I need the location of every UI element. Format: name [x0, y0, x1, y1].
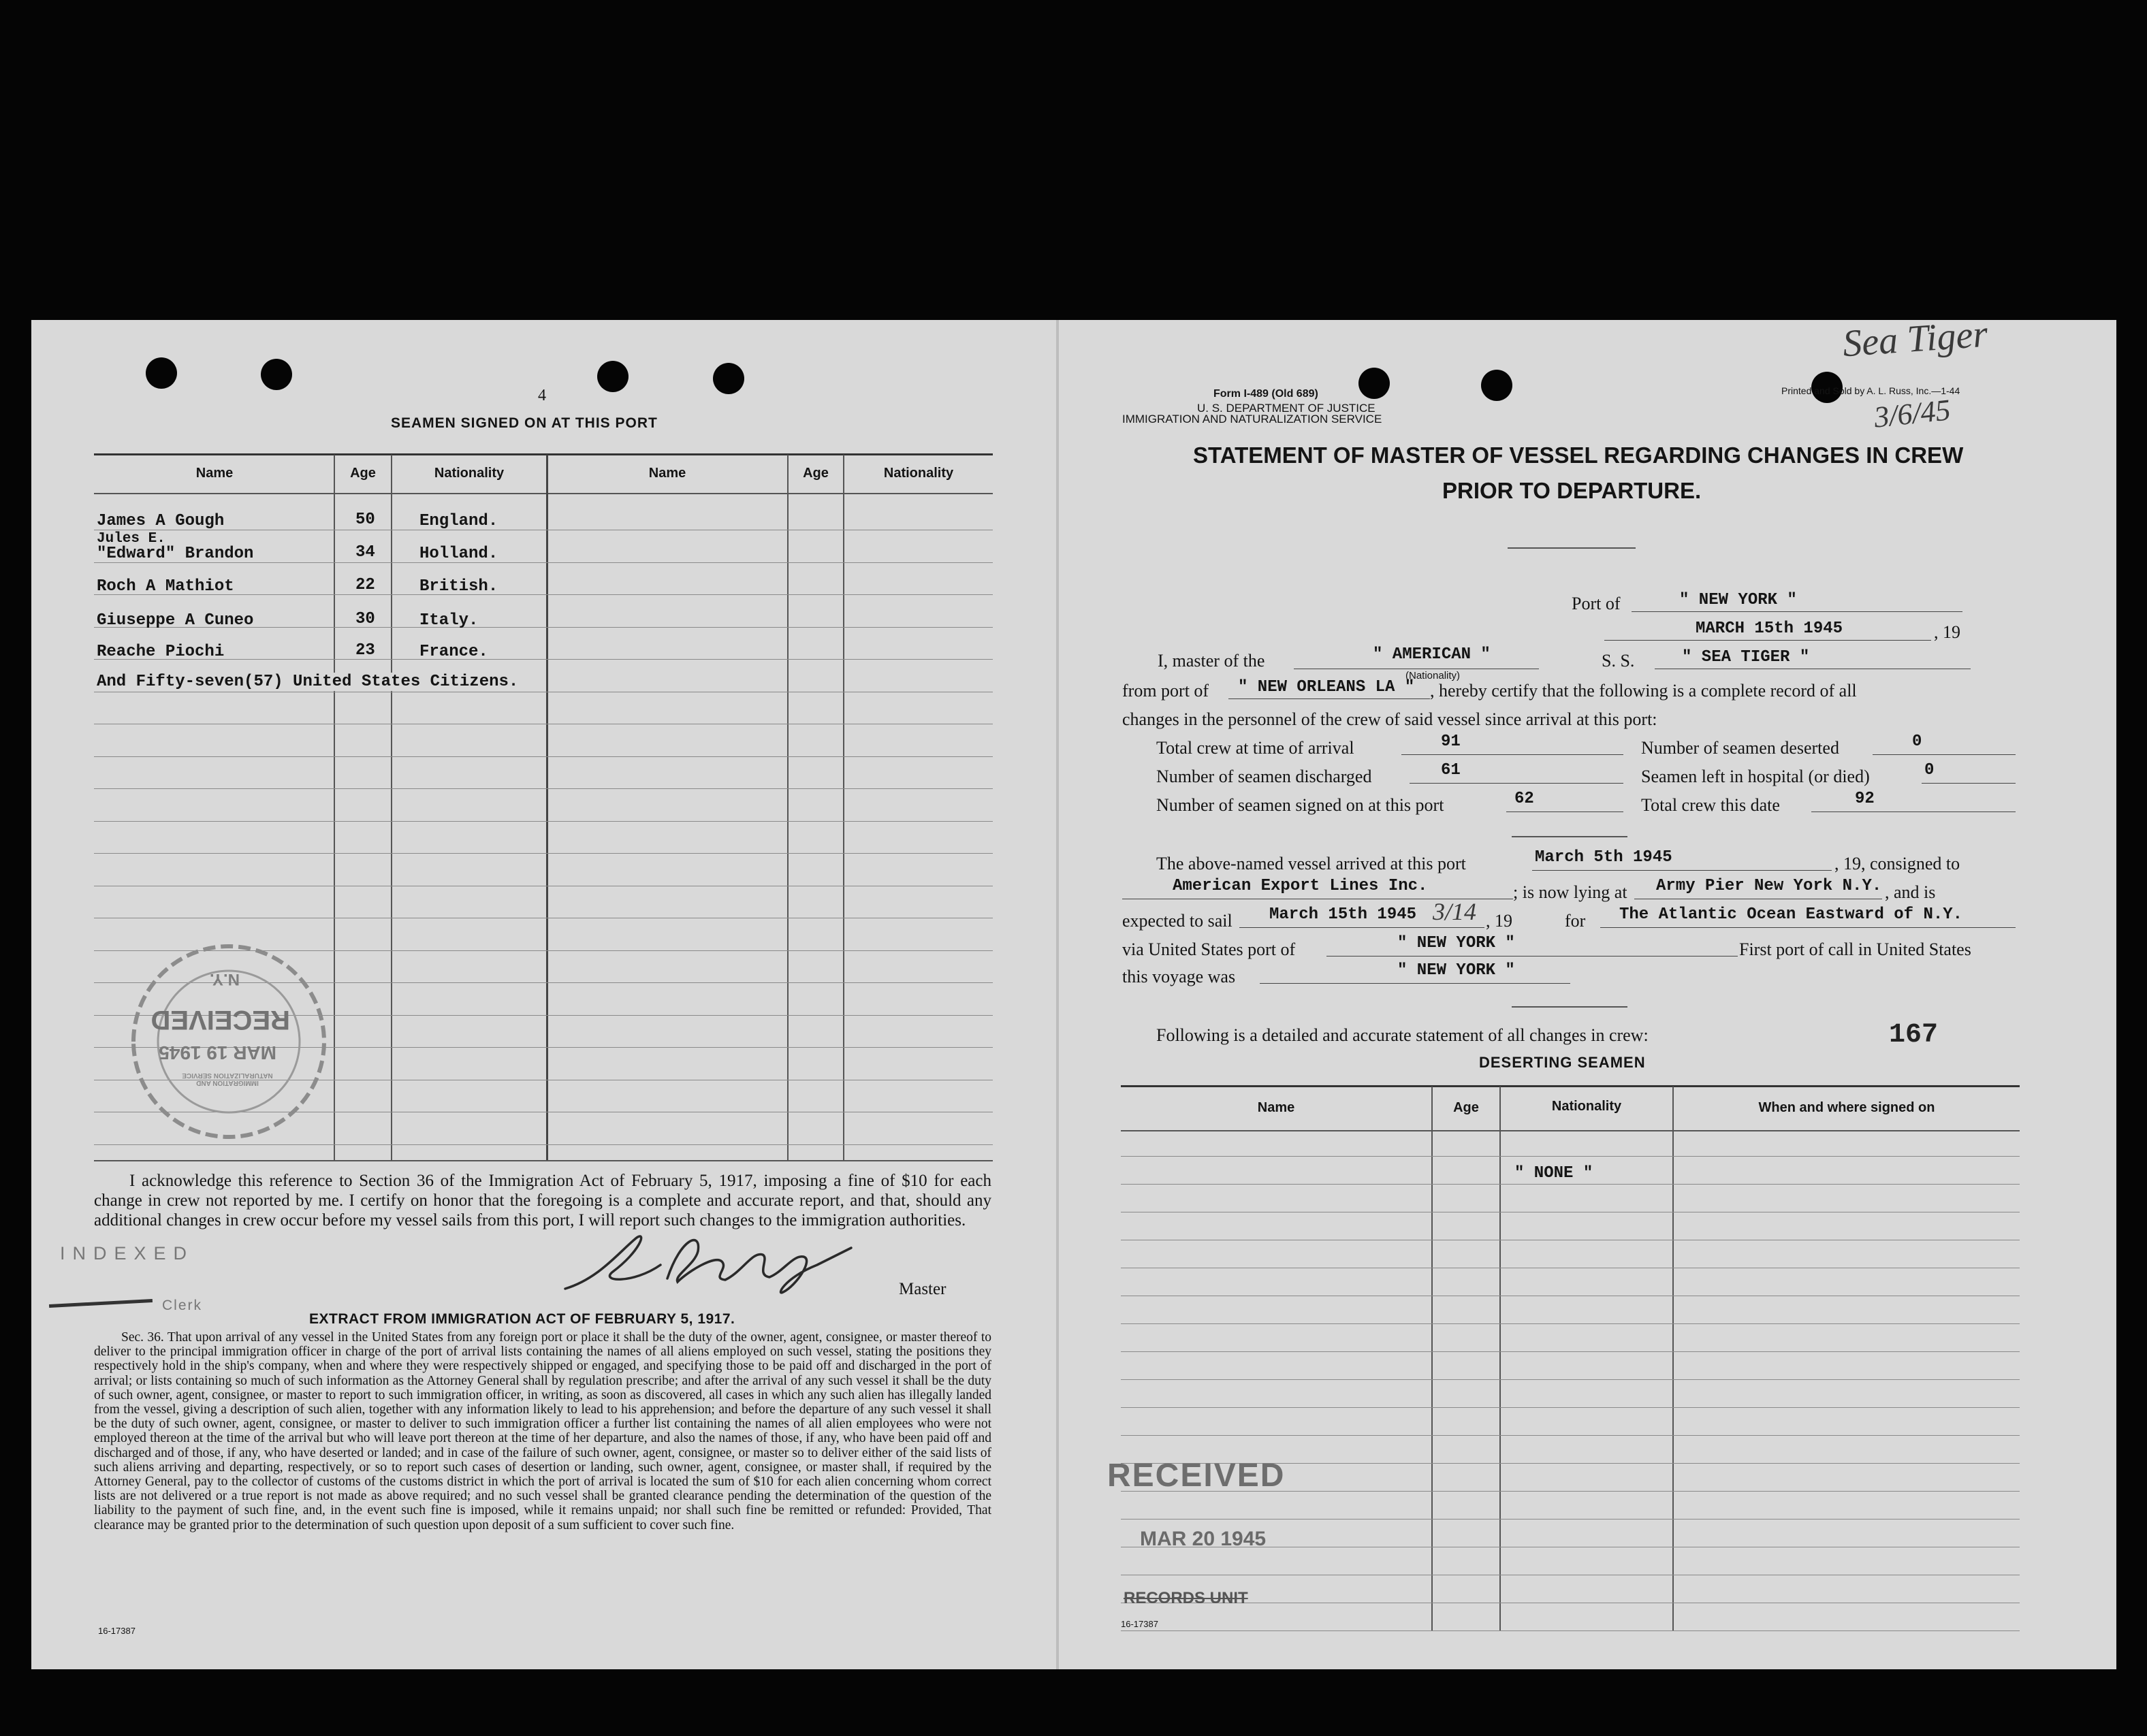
destination-line [1600, 927, 2016, 928]
table-row-rule [94, 821, 993, 822]
punch-hole [1358, 368, 1390, 399]
stamp-text-city: N.Y. [209, 970, 240, 988]
deserting-row-rule [1121, 1435, 2020, 1436]
deserted-value: 0 [1912, 733, 1922, 751]
indexed-stamp: INDEXED [60, 1243, 195, 1264]
deserting-row-rule [1121, 1351, 2020, 1352]
seaman-age: 22 [355, 576, 375, 594]
discharged-line [1410, 783, 1623, 784]
punch-hole [261, 359, 292, 390]
deserting-col-divider [1499, 1087, 1501, 1631]
form-number: Form I-489 (Old 689) [1213, 388, 1318, 400]
total-crew-arrival: 91 [1441, 733, 1461, 751]
total-crew-arrival-line [1401, 754, 1623, 755]
punch-hole [597, 361, 629, 392]
summary-row: And Fifty-seven(57) United States Citizens. [97, 673, 521, 691]
arrived-date: March 5th 1945 [1535, 848, 1672, 867]
table-row-rule [94, 788, 993, 789]
expected-line [1239, 927, 1484, 928]
total-crew-arrival-label: Total crew at time of arrival [1156, 738, 1354, 758]
acknowledgement-text: I acknowledge this reference to Section 36 of the Immigration Act of February 5, 1917, imposing a fine of $10 for each change in crew not reported by me. I certify on honor that the foregoing is a complete and accurate report, and that, should any additional changes in crew occur before my vessel sails from this port, I will report such changes to the immigration authorities. [94, 1172, 991, 1229]
total-crew-date-value: 92 [1855, 790, 1875, 808]
expected-date: March 15th 1945 [1269, 905, 1417, 924]
service: IMMIGRATION AND NATURALIZATION SERVICE [1122, 413, 1382, 425]
hospital-label: Seamen left in hospital (or died) [1641, 767, 1870, 786]
received-stamp: RECEIVED [1107, 1458, 1286, 1494]
form-code-left: 16-17387 [98, 1626, 136, 1636]
certify-text: , hereby certify that the following is a complete record of all [1430, 681, 1857, 701]
handwritten-ship-note: Sea Tiger [1841, 312, 1990, 366]
col-header-age: Age [803, 466, 829, 481]
seaman-age: 30 [355, 610, 375, 628]
date-value: MARCH 15th 1945 [1696, 620, 1843, 638]
form-code-right: 16-17387 [1121, 1619, 1158, 1629]
seaman-name: "Edward" Brandon [97, 545, 254, 563]
seaman-name: James A Gough [97, 512, 225, 530]
from-port-label: from port of [1122, 681, 1209, 701]
consigned-label: , 19, consigned to [1834, 854, 1960, 873]
handwritten-date-note: 3/6/45 [1872, 393, 1952, 434]
separator-rule [1512, 1006, 1627, 1008]
arrived-label: The above-named vessel arrived at this port [1156, 854, 1466, 873]
voyage-value: " NEW YORK " [1397, 961, 1515, 980]
hospital-line [1922, 783, 2016, 784]
signed-on-label: Number of seamen signed on at this port [1156, 795, 1444, 815]
deserting-row-rule [1121, 1519, 2020, 1520]
extract-title: EXTRACT FROM IMMIGRATION ACT OF FEBRUARY 5, 1917. [309, 1311, 735, 1327]
table-row-rule [94, 756, 993, 757]
deserted-label: Number of seamen deserted [1641, 738, 1839, 758]
col-header-age: Age [350, 466, 376, 481]
col-divider [787, 455, 789, 1160]
ss-label: S. S. [1602, 651, 1635, 671]
received-date: MAR 20 1945 [1140, 1528, 1267, 1550]
col-header-name: Name [648, 466, 686, 481]
page-number: 4 [538, 387, 546, 404]
arrived-line [1532, 870, 1832, 871]
seaman-nationality: Italy. [419, 611, 479, 630]
deserting-table-top [1121, 1085, 2020, 1087]
date-suffix: , 19 [1934, 622, 1960, 642]
expected-handwritten: 3/14 [1433, 898, 1477, 925]
lying-value: Army Pier New York N.Y. [1656, 877, 1882, 895]
voyage-label: this voyage was [1122, 967, 1236, 986]
from-port-line [1228, 698, 1430, 699]
seaman-nationality: Holland. [419, 545, 498, 563]
stamp-text-service: IMMIGRATION AND NATURALIZATION SERVICE [182, 1072, 273, 1087]
printer-note: Printed and Sold by A. L. Russ, Inc.—1-44 [1781, 385, 1960, 396]
col-divider [843, 455, 844, 1160]
seaman-nationality: France. [419, 643, 488, 661]
deserting-col-divider [1672, 1087, 1674, 1631]
deserting-row-rule [1121, 1407, 2020, 1408]
hospital-value: 0 [1924, 761, 1935, 779]
seaman-nationality: England. [419, 512, 498, 530]
seaman-nationality: British. [419, 577, 498, 596]
punch-hole [713, 363, 744, 394]
destination: The Atlantic Ocean Eastward of N.Y. [1619, 905, 1963, 924]
deserting-header-name: Name [1257, 1100, 1295, 1115]
seaman-name: Reache Piochi [97, 643, 225, 661]
via-label: via United States port of [1122, 939, 1296, 959]
table-bottom-rule [94, 1160, 993, 1161]
deserting-none: " NONE " [1514, 1164, 1593, 1183]
deserting-row-rule [1121, 1379, 2020, 1380]
punch-hole [1481, 370, 1512, 401]
table-row-rule [94, 659, 993, 660]
page-count: 167 [1889, 1020, 1939, 1050]
master-label: Master [899, 1280, 947, 1298]
via-line [1326, 956, 1738, 957]
for-label: for [1565, 911, 1586, 931]
received-stamp-round [127, 939, 331, 1144]
col-header-name: Name [195, 466, 234, 481]
nationality-caption: (Nationality) [1405, 670, 1461, 681]
section-title: SEAMEN SIGNED ON AT THIS PORT [391, 415, 658, 431]
table-header-rule [94, 493, 993, 494]
signed-on-value: 62 [1514, 790, 1534, 808]
port-label: Port of [1572, 594, 1621, 613]
name-correction: Jules E. [97, 531, 165, 547]
deserted-line [1873, 754, 2016, 755]
total-crew-date-label: Total crew this date [1641, 795, 1780, 815]
clerk-label: Clerk [162, 1298, 203, 1313]
first-port-label: First port of call in United States [1739, 939, 1971, 959]
following-text: Following is a detailed and accurate statement of all changes in crew: [1156, 1025, 1649, 1045]
col-header-nationality: Nationality [434, 466, 505, 481]
extract-text: Sec. 36. That upon arrival of any vessel in the United States from any foreign port or place it shall be the duty of the owner, agent, consignee, or master thereof to deliver to the principal immigration officer in charge of the port of arrival lists containing the names of all aliens employed on such vessel, stating the positions they respectively hold in the ship's company, when and where they were respectively shipped or engaged, and specifying those to be paid off and discharged in the port of arrival; or lists containing so much of such information as the Attorney General shall by regulation prescribe; and after the arrival of any such vessel it shall be the duty of such owner, agent, consignee, or master to report to such immigration officer, in writing, as soon as discovered, all cases in which any such alien has illegally landed from the vessel, giving a description of such alien, together with any information likely to lead to his apprehension; and before the departure of any such vessel it shall be the duty of such owner, agent, consignee, or master to deliver to such immigration officer a further list containing the names of all alien employees who were not employed thereon at the time of the arrival but who will leave port thereon at the time of her departure, and also the names of those, if any, who have been paid off and discharged and of those, if any, who have deserted or landed; and in case of the failure of such owner, agent, consignee, or master so to deliver either of the said lists of such aliens arriving and departing, respectively, or so to report such cases of desertion or landing, such owner, agent, consignee, or master shall, if required by the Attorney General, pay to the collector of customs of the customs district in which the port of arrival is located the sum of $10 for each alien concerning whom correct lists are not delivered or a true report is not made as above required; and no such vessel shall be granted clearance pending the determination of the question of the liability to the payment of such fine, and, in the event such fine is imposed, while it remains unpaid; nor shall such fine be remitted or refunded: Provided, That clearance may be granted prior to the determination of such question upon deposit of a sum sufficient to cover such fine. [94, 1330, 991, 1532]
title-underline [1508, 547, 1636, 549]
discharged-label: Number of seamen discharged [1156, 767, 1372, 786]
table-row-rule [94, 853, 993, 854]
form-title-line2: PRIOR TO DEPARTURE. [1442, 478, 1702, 503]
form-title-line1: STATEMENT OF MASTER OF VESSEL REGARDING CHANGES IN CREW [1193, 443, 1964, 468]
discharged-value: 61 [1441, 761, 1461, 779]
port-value: " NEW YORK " [1679, 591, 1797, 609]
and-is-label: , and is [1885, 882, 1936, 902]
deserting-header-signed-on: When and where signed on [1758, 1100, 1935, 1115]
seaman-name: Giuseppe A Cuneo [97, 611, 254, 630]
col-divider-center [546, 455, 548, 1160]
ship-name: " SEA TIGER " [1682, 648, 1810, 666]
punch-hole [146, 357, 177, 389]
deserting-title: DESERTING SEAMEN [1479, 1054, 1646, 1071]
department: U. S. DEPARTMENT OF JUSTICE [1197, 402, 1375, 415]
records-unit-stamp: RECORDS UNIT [1124, 1589, 1248, 1607]
nationality-value: " AMERICAN " [1373, 645, 1491, 664]
expected-label: expected to sail [1122, 911, 1232, 931]
port-line [1632, 611, 1962, 612]
via-value: " NEW YORK " [1397, 934, 1515, 952]
page-fold [1056, 320, 1059, 1669]
master-signature [558, 1224, 858, 1299]
deserting-header-age: Age [1453, 1100, 1479, 1115]
master-of-label: I, master of the [1158, 651, 1265, 671]
deserting-table-header-rule [1121, 1130, 2020, 1131]
changes-text: changes in the personnel of the crew of said vessel since arrival at this port: [1122, 709, 1657, 729]
seaman-name: Roch A Mathiot [97, 577, 234, 596]
voyage-line [1260, 983, 1570, 984]
deserting-header-nationality: Nationality [1551, 1099, 1622, 1114]
table-row-rule [94, 1144, 993, 1145]
deserting-col-divider [1431, 1087, 1433, 1631]
table-top-rule [94, 453, 993, 455]
deserting-row-rule [1121, 1630, 2020, 1631]
deserting-row-rule [1121, 1323, 2020, 1324]
stamp-text-received: RECEIVED [150, 1005, 290, 1035]
separator-rule [1512, 836, 1627, 837]
stamp-text-date: MAR 19 1945 [159, 1042, 276, 1063]
lying-label: ; is now lying at [1513, 882, 1627, 902]
col-divider [391, 455, 392, 1160]
from-port-value: " NEW ORLEANS LA " [1238, 678, 1415, 696]
consignee: American Export Lines Inc. [1173, 877, 1428, 895]
deserting-row-rule [1121, 1156, 2020, 1157]
date-line [1604, 640, 1931, 641]
seaman-age: 23 [355, 641, 375, 660]
col-header-nationality: Nationality [883, 466, 954, 481]
signed-on-line [1506, 811, 1623, 812]
seaman-age: 34 [355, 543, 375, 562]
col-divider [334, 455, 335, 1160]
expected-19: , 19 [1486, 911, 1512, 931]
seaman-age: 50 [355, 511, 375, 529]
deserting-row-rule [1121, 1184, 2020, 1185]
total-crew-date-line [1811, 811, 2016, 812]
